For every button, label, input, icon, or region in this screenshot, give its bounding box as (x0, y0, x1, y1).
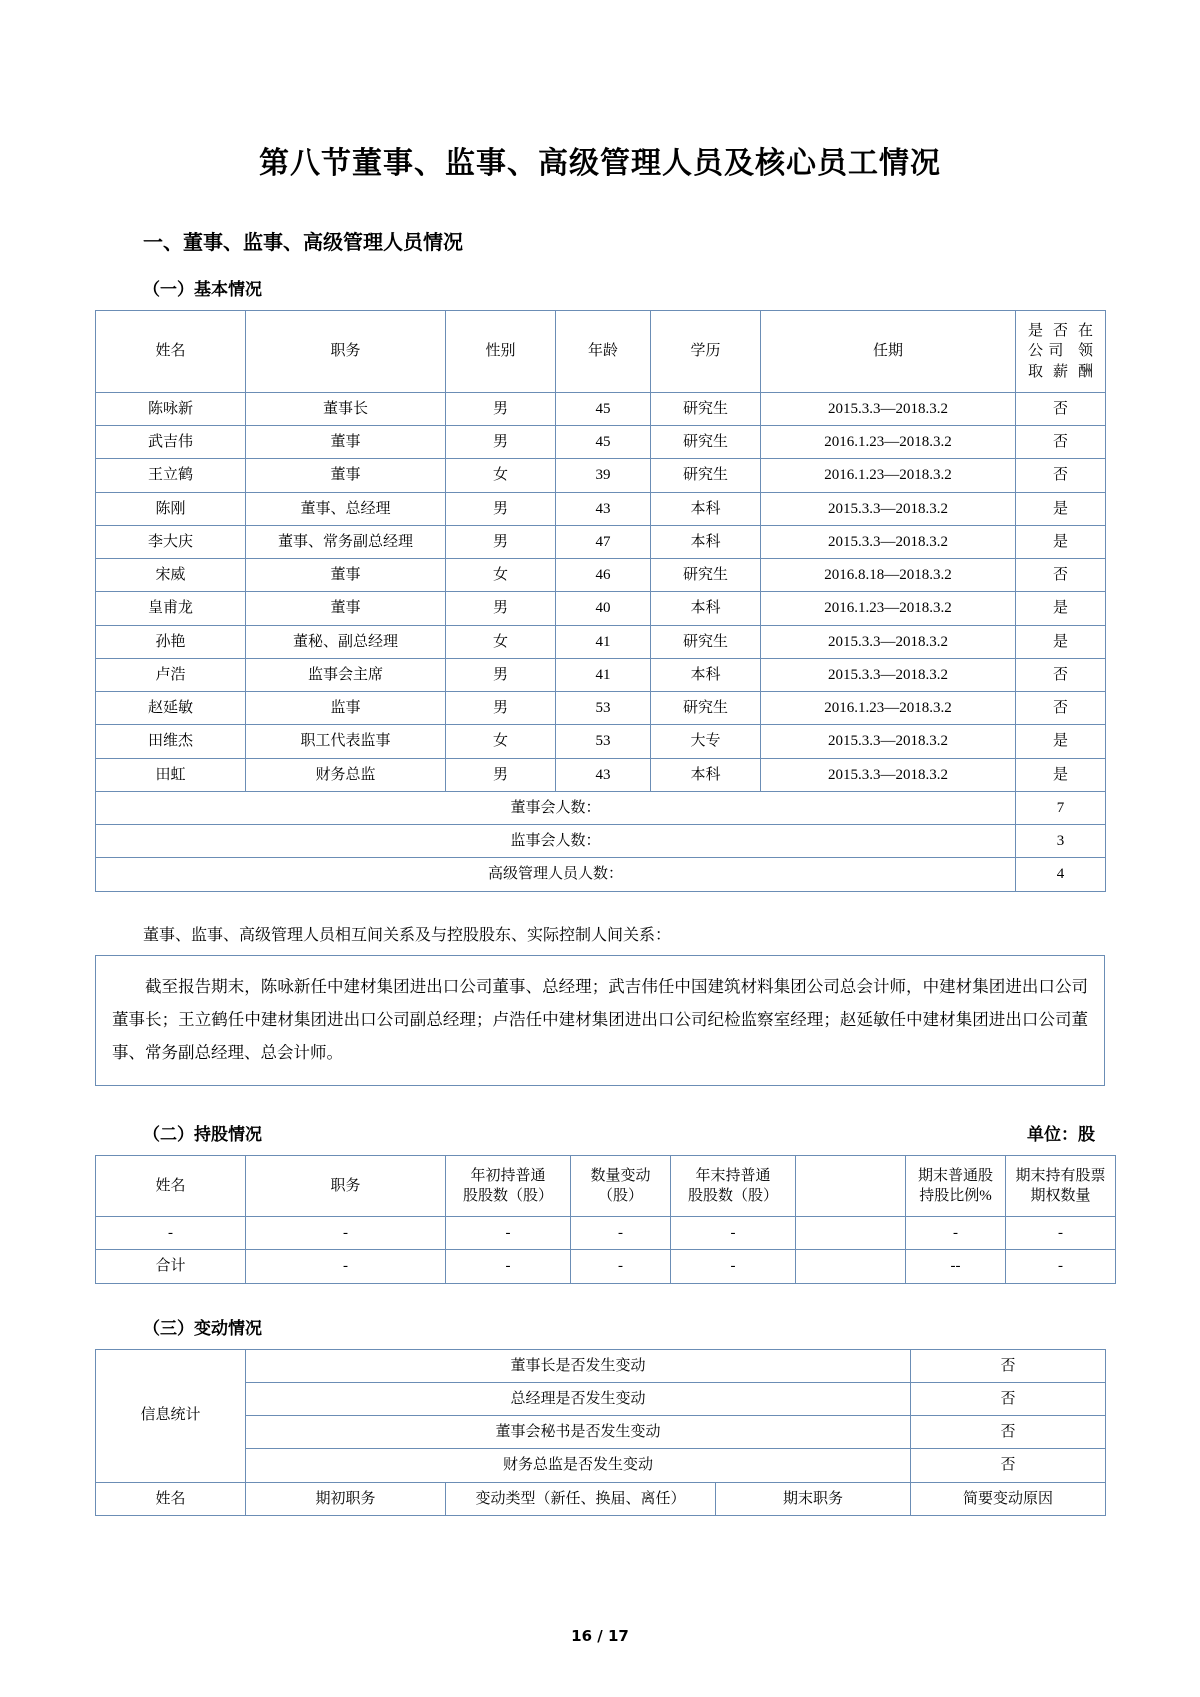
cell-name: 陈刚 (96, 492, 246, 525)
cell-name: - (96, 1217, 246, 1250)
table-header-row (96, 311, 1106, 393)
options-line-1: 期末持有股票 (1015, 1167, 1106, 1184)
cell-age: 47 (556, 525, 651, 558)
table-row (96, 658, 1106, 691)
cell-gender: 男 (446, 658, 556, 691)
cell-name: 孙艳 (96, 625, 246, 658)
column-header-final-position: 期末职务 (716, 1482, 911, 1515)
cell-position: 董秘、副总经理 (246, 625, 446, 658)
cell-position: 董事 (246, 459, 446, 492)
cell-end-shares: - (671, 1250, 796, 1283)
column-header-end-ratio (906, 1155, 1006, 1217)
holding-table-body (96, 1217, 1116, 1284)
summary-label-executive-count: 高级管理人员人数： (96, 858, 1016, 891)
change-line-2: （股） (597, 1187, 643, 1204)
table-row (96, 758, 1106, 791)
salary-header-line-3: 取 薪 酬 (1028, 363, 1093, 380)
basic-info-table-body (96, 392, 1106, 891)
cell-gender: 女 (446, 625, 556, 658)
cell-salary: 是 (1016, 625, 1106, 658)
cell-position: 董事 (246, 592, 446, 625)
subsection-heading-holding: （二）持股情况 (143, 1124, 262, 1145)
cell-name: 田维杰 (96, 725, 246, 758)
cell-end-ratio: - (906, 1217, 1006, 1250)
cell-name: 王立鹤 (96, 459, 246, 492)
cell-end-ratio: -- (906, 1250, 1006, 1283)
column-header-change-type: 变动类型（新任、换届、离任） (446, 1482, 716, 1515)
change-table-body (96, 1349, 1106, 1515)
cell-position: 财务总监 (246, 758, 446, 791)
column-header-name: 姓名 (96, 311, 246, 393)
cell-salary: 是 (1016, 592, 1106, 625)
cell-term: 2016.1.23—2018.3.2 (761, 692, 1016, 725)
cell-name: 皇甫龙 (96, 592, 246, 625)
cell-age: 40 (556, 592, 651, 625)
cell-position: 董事 (246, 559, 446, 592)
cell-position: - (246, 1217, 446, 1250)
cell-begin-shares: - (446, 1217, 571, 1250)
cell-position: 监事会主席 (246, 658, 446, 691)
table-row (96, 1449, 1106, 1482)
cell-education: 本科 (651, 658, 761, 691)
cell-blank (796, 1250, 906, 1283)
cell-info-statistics-label: 信息统计 (96, 1349, 246, 1482)
unit-label: 单位：股 (1027, 1124, 1095, 1145)
column-header-change-reason: 简要变动原因 (911, 1482, 1106, 1515)
column-header-position: 职务 (246, 311, 446, 393)
cell-education: 大专 (651, 725, 761, 758)
column-header-begin-shares (446, 1155, 571, 1217)
cell-secretary-change-value: 否 (911, 1416, 1106, 1449)
cell-options: - (1006, 1217, 1116, 1250)
column-header-change (571, 1155, 671, 1217)
cell-chairman-change-label: 董事长是否发生变动 (246, 1349, 911, 1382)
cell-education: 本科 (651, 492, 761, 525)
cell-salary: 否 (1016, 426, 1106, 459)
cell-term: 2015.3.3—2018.3.2 (761, 492, 1016, 525)
cell-gender: 女 (446, 559, 556, 592)
relation-heading: 董事、监事、高级管理人员相互间关系及与控股股东、实际控制人间关系： (143, 924, 672, 944)
summary-row-executives (96, 858, 1106, 891)
table-row (96, 1382, 1106, 1415)
cell-age: 43 (556, 492, 651, 525)
cell-education: 本科 (651, 525, 761, 558)
cell-term: 2015.3.3—2018.3.2 (761, 758, 1016, 791)
cell-gender: 男 (446, 426, 556, 459)
table-row (96, 392, 1106, 425)
cell-gender: 男 (446, 692, 556, 725)
change-line-1: 数量变动 (590, 1167, 651, 1184)
cell-position: 董事、常务副总经理 (246, 525, 446, 558)
table-row (96, 559, 1106, 592)
table-row (96, 492, 1106, 525)
cell-age: 39 (556, 459, 651, 492)
cell-name: 宋威 (96, 559, 246, 592)
end-ratio-line-2: 持股比例% (919, 1187, 992, 1204)
cell-position: 董事长 (246, 392, 446, 425)
cell-name: 陈咏新 (96, 392, 246, 425)
cell-salary: 是 (1016, 758, 1106, 791)
cell-age: 45 (556, 392, 651, 425)
cell-term: 2016.8.18—2018.3.2 (761, 559, 1016, 592)
cell-name: 卢浩 (96, 658, 246, 691)
end-shares-line-1: 年末持普通 (695, 1167, 771, 1184)
cell-term: 2015.3.3—2018.3.2 (761, 625, 1016, 658)
summary-row-board (96, 791, 1106, 824)
table-row (96, 525, 1106, 558)
end-shares-line-2: 股股数（股） (687, 1187, 778, 1204)
table-header-row (96, 1482, 1106, 1515)
salary-header-line-2: 公司 领 (1028, 343, 1093, 360)
begin-shares-line-1: 年初持普通 (470, 1167, 546, 1184)
cell-age: 41 (556, 658, 651, 691)
cell-name: 田虹 (96, 758, 246, 791)
cell-education: 研究生 (651, 392, 761, 425)
table-row (96, 1349, 1106, 1382)
cell-gender: 男 (446, 758, 556, 791)
relation-paragraph-box (95, 955, 1105, 1086)
column-header-options (1006, 1155, 1116, 1217)
cell-position: 监事 (246, 692, 446, 725)
summary-value-board-count: 7 (1016, 791, 1106, 824)
column-header-position: 职务 (246, 1155, 446, 1217)
column-header-gender: 性别 (446, 311, 556, 393)
cell-age: 41 (556, 625, 651, 658)
cell-salary: 是 (1016, 525, 1106, 558)
cell-name: 赵延敏 (96, 692, 246, 725)
cell-blank (796, 1217, 906, 1250)
column-header-age: 年龄 (556, 311, 651, 393)
cell-begin-shares: - (446, 1250, 571, 1283)
cell-salary: 是 (1016, 725, 1106, 758)
summary-row-supervisors (96, 825, 1106, 858)
options-line-2: 期权数量 (1030, 1187, 1091, 1204)
summary-value-executive-count: 4 (1016, 858, 1106, 891)
column-header-name: 姓名 (96, 1155, 246, 1217)
cell-salary: 否 (1016, 692, 1106, 725)
cell-term: 2015.3.3—2018.3.2 (761, 725, 1016, 758)
cell-gender: 女 (446, 459, 556, 492)
subsection-heading-basic: （一）基本情况 (143, 280, 262, 300)
holding-table (95, 1155, 1116, 1284)
cell-end-shares: - (671, 1217, 796, 1250)
cell-salary: 否 (1016, 392, 1106, 425)
column-header-salary (1016, 311, 1106, 393)
end-ratio-line-1: 期末普通股 (917, 1167, 993, 1184)
column-header-end-shares (671, 1155, 796, 1217)
page-footer: 16 / 17 (571, 1627, 629, 1645)
column-header-name: 姓名 (96, 1482, 246, 1515)
cell-position: - (246, 1250, 446, 1283)
cell-gender: 男 (446, 592, 556, 625)
holding-section-header (95, 1120, 1105, 1145)
page-title: 第八节董事、监事、高级管理人员及核心员工情况 (259, 146, 941, 181)
cell-name: 李大庆 (96, 525, 246, 558)
cell-age: 43 (556, 758, 651, 791)
column-header-initial-position: 期初职务 (246, 1482, 446, 1515)
table-row (96, 459, 1106, 492)
column-header-education: 学历 (651, 311, 761, 393)
cell-age: 45 (556, 426, 651, 459)
column-header-term: 任期 (761, 311, 1016, 393)
column-header-blank (796, 1155, 906, 1217)
table-row-total (96, 1250, 1116, 1283)
cell-term: 2016.1.23—2018.3.2 (761, 459, 1016, 492)
cell-age: 53 (556, 692, 651, 725)
cell-education: 本科 (651, 592, 761, 625)
cell-term: 2015.3.3—2018.3.2 (761, 392, 1016, 425)
section-heading: 一、董事、监事、高级管理人员情况 (143, 230, 463, 254)
table-row (96, 625, 1106, 658)
salary-header-line-1: 是 否 在 (1028, 323, 1093, 339)
cell-gender: 男 (446, 525, 556, 558)
cell-position: 董事、总经理 (246, 492, 446, 525)
change-table (95, 1349, 1106, 1516)
table-row (96, 1217, 1116, 1250)
table-row (96, 725, 1106, 758)
summary-label-supervisor-count: 监事会人数： (96, 825, 1016, 858)
cell-education: 本科 (651, 758, 761, 791)
cell-education: 研究生 (651, 625, 761, 658)
cell-cfo-change-label: 财务总监是否发生变动 (246, 1449, 911, 1482)
table-header-row (96, 1155, 1116, 1217)
cell-gender: 男 (446, 492, 556, 525)
cell-gm-change-label: 总经理是否发生变动 (246, 1382, 911, 1415)
cell-name: 武吉伟 (96, 426, 246, 459)
table-row (96, 592, 1106, 625)
table-row (96, 426, 1106, 459)
cell-total-label: 合计 (96, 1250, 246, 1283)
table-row (96, 692, 1106, 725)
cell-change: - (571, 1217, 671, 1250)
cell-term: 2015.3.3—2018.3.2 (761, 525, 1016, 558)
cell-gender: 女 (446, 725, 556, 758)
cell-age: 53 (556, 725, 651, 758)
cell-change: - (571, 1250, 671, 1283)
cell-salary: 否 (1016, 559, 1106, 592)
cell-age: 46 (556, 559, 651, 592)
cell-term: 2016.1.23—2018.3.2 (761, 592, 1016, 625)
cell-salary: 是 (1016, 492, 1106, 525)
cell-position: 职工代表监事 (246, 725, 446, 758)
cell-salary: 否 (1016, 658, 1106, 691)
cell-gm-change-value: 否 (911, 1382, 1106, 1415)
table-row (96, 1416, 1106, 1449)
cell-secretary-change-label: 董事会秘书是否发生变动 (246, 1416, 911, 1449)
cell-options: - (1006, 1250, 1116, 1283)
cell-salary: 否 (1016, 459, 1106, 492)
cell-chairman-change-value: 否 (911, 1349, 1106, 1382)
basic-info-table (95, 310, 1106, 892)
cell-position: 董事 (246, 426, 446, 459)
cell-education: 研究生 (651, 426, 761, 459)
begin-shares-line-2: 股股数（股） (462, 1187, 553, 1204)
cell-education: 研究生 (651, 459, 761, 492)
cell-term: 2016.1.23—2018.3.2 (761, 426, 1016, 459)
summary-label-board-count: 董事会人数： (96, 791, 1016, 824)
cell-cfo-change-value: 否 (911, 1449, 1106, 1482)
cell-term: 2015.3.3—2018.3.2 (761, 658, 1016, 691)
relation-paragraph: 截至报告期末，陈咏新任中建材集团进出口公司董事、总经理；武吉伟任中国建筑材料集团公司总会计师，中建材集团进出口公司董事长；王立鹤任中建材集团进出口公司副总经理；卢浩任中建材集团进出口公司纪检监察室经理；赵延敏任中建材集团进出口公司董事、常务副总经理、总会计师。 (112, 976, 1088, 1062)
summary-value-supervisor-count: 3 (1016, 825, 1106, 858)
cell-education: 研究生 (651, 692, 761, 725)
cell-gender: 男 (446, 392, 556, 425)
cell-education: 研究生 (651, 559, 761, 592)
subsection-heading-change: （三）变动情况 (143, 1318, 262, 1339)
